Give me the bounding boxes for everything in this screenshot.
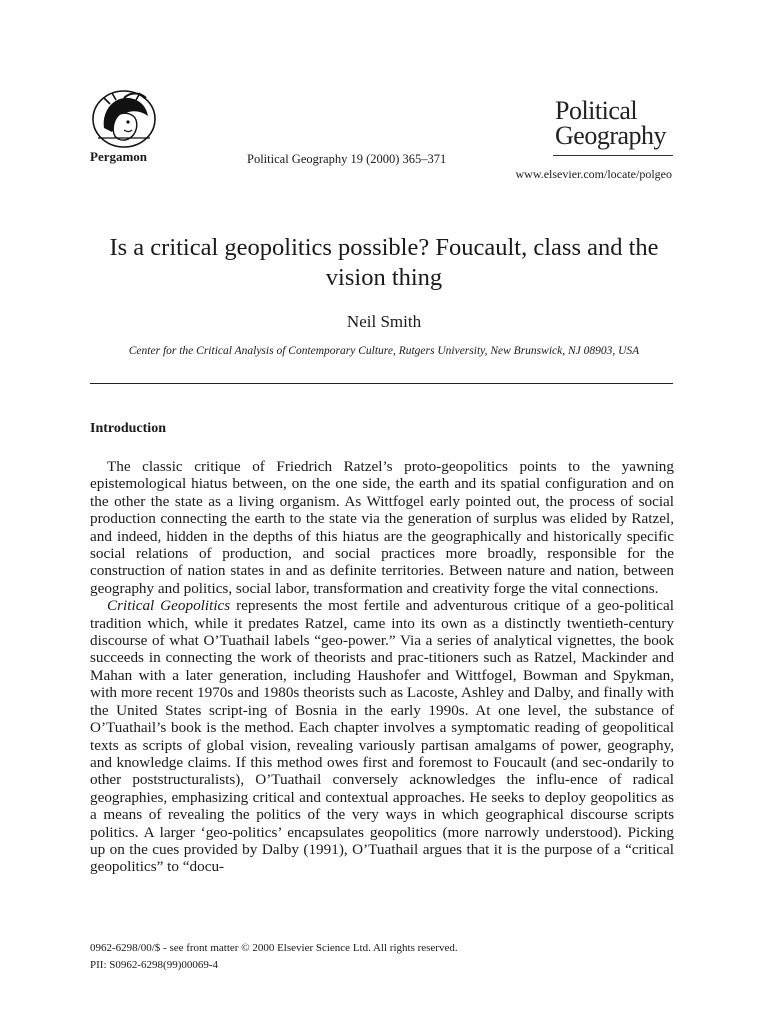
section-heading: Introduction xyxy=(90,421,166,436)
journal-logo-line1: Political xyxy=(555,96,638,125)
author-name: Neil Smith xyxy=(346,312,422,331)
publisher-name: Pergamon xyxy=(90,149,148,164)
journal-logo xyxy=(555,98,666,148)
pergamon-logo-icon xyxy=(90,88,158,150)
article-body xyxy=(90,458,674,876)
paragraph-2 xyxy=(90,597,674,876)
paragraph-2-text: represents the most fertile and adventurous critique of a geo-political tradition which, while it predates Ratzel, came into its own as a distinctly twentieth-century discourse of what O’Tuathail labels “geo-power.” Via a series of analytical vignettes, the book succeeds in connecting the work of theorists and prac-titioners such as Ratzel, Mackinder and Mahan with a later generation, including Haushofer and Wittfogel, Bowman and Spykman, with more recent 1970s and 1980s theorists such as Lacoste, Ashley and Dalby, and finally with the United States script-ing of Bosnia in the early 1990s. At one level, the substance of O’Tuathail’s book is the method. Each chapter involves a symptomatic reading of geopolitical texts as scripts of global vision, revealing variously partisan amalgams of power, geography, and knowledge claims. If this method owes first and foremost to Foucault (and sec-ondarily to other poststructuralists), O’Tuathail conversely acknowledges the influ-ence of radical geographies, emphasizing critical and contextual approaches. He seeks to deploy geopolitics as a means of revealing the politics of the very ways in which geographical discourse scripts politics. A larger ‘geo-politics’ encapsulates geopolitics (more narrowly understood). Picking up on the cues provided by Dalby (1991), O’Tuathail argues that it is the purpose of a “critical geopolitics” to “docu- xyxy=(90,597,674,876)
article-title: Is a critical geopolitics possible? Foucault, class and the vision thing xyxy=(109,234,659,291)
header-divider xyxy=(90,383,673,384)
journal-url[interactable]: www.elsevier.com/locate/polgeo xyxy=(515,167,672,181)
pii-line: PII: S0962-6298(99)00069-4 xyxy=(90,958,219,971)
copyright-line: 0962-6298/00/$ - see front matter © 2000 Elsevier Science Ltd. All rights reserved. xyxy=(90,942,458,954)
journal-logo-line2: Geography xyxy=(555,121,667,150)
journal-logo-rule xyxy=(553,155,673,156)
page-footer xyxy=(90,940,458,973)
journal-citation: Political Geography 19 (2000) 365–371 xyxy=(247,152,447,166)
paragraph-1: The classic critique of Friedrich Ratzel’s proto-geopolitics points to the yawning epistemological hiatus between, on the one side, the earth and its spatial configuration and on the other the state as a living organism. As Wittfogel early pointed out, the process of social production connecting the earth to the state via the generation of surplus was elided by Ratzel, and indeed, hidden in the depths of this hiatus are the geographically and historically specific social relations of production, and social practices more broadly, responsible for the construction of nation states in and as definite territories. Between nature and nation, between geography and politics, social labor, transformation and creativity forge the vital connections. xyxy=(90,458,674,597)
author-affiliation: Center for the Critical Analysis of Contemporary Culture, Rutgers University, New Brunswick, NJ 08903, USA xyxy=(128,345,640,357)
book-title-italic: Critical Geopolitics xyxy=(107,597,231,615)
